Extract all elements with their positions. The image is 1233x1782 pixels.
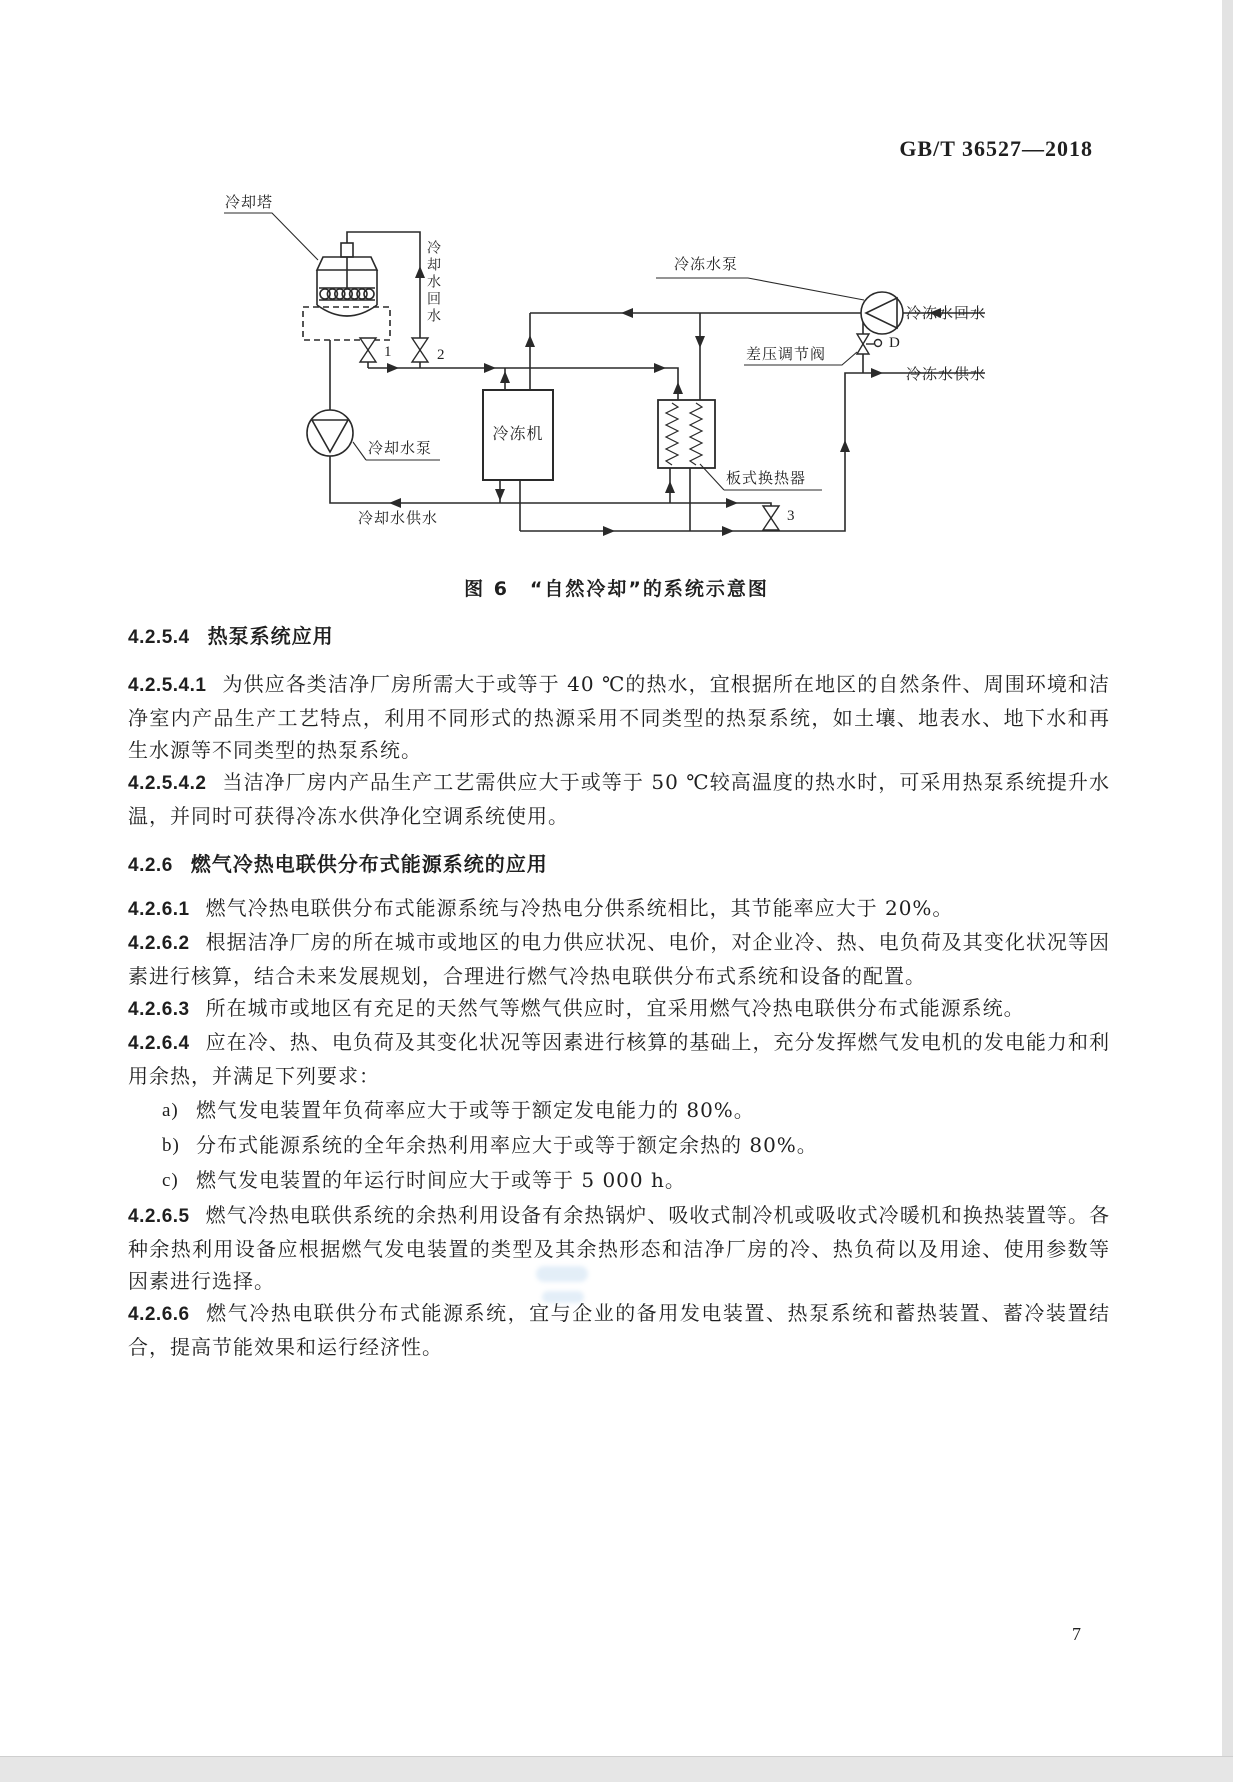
clause-number: 4.2.6.6 [128, 1304, 190, 1325]
clause-text: 燃气冷热电联供分布式能源系统与冷热电分供系统相比，其节能率应大于 20%。 [205, 896, 954, 920]
valve-d-handle-circle [875, 340, 882, 347]
chilled-water-pump-label: 冷冻水泵 [674, 255, 739, 273]
system-diagram [0, 0, 1233, 565]
requirement-list [128, 1093, 1110, 1198]
clause-4-2-6-2 [128, 926, 1110, 992]
clause-text: 燃气冷热电联供分布式能源系统，宜与企业的备用发电装置、热泵系统和蓄热装置、蓄冷装置结合，提高节能效果和运行经济性。 [128, 1301, 1110, 1359]
chilled-water-return-label: 冷冻水回水 [906, 304, 987, 322]
watermark-smudge [542, 1291, 584, 1303]
clause-4-2-6-6 [128, 1297, 1110, 1363]
list-text: 燃气发电装置的年运行时间应大于或等于 5 000 h。 [196, 1168, 686, 1192]
figure-6-diagram [0, 0, 1233, 565]
clause-text: 为供应各类洁净厂房所需大于或等于 40 ℃的热水，宜根据所在地区的自然条件、周围环境和洁净室内产品生产工艺特点，利用不同形式的热源采用不同类型的热泵系统，如土壤、地表水、地下水和再生水源等不同类型的热泵系统。 [128, 672, 1110, 762]
valve-d-letter: D [889, 335, 900, 351]
watermark-smudge [536, 1266, 588, 1282]
cooling-tower-label: 冷却塔 [225, 193, 274, 211]
figure-caption: 图 6 “自然冷却”的系统示意图 [464, 578, 769, 600]
clause-4-2-5-4-1 [128, 668, 1110, 766]
valve-1-number: 1 [384, 344, 392, 360]
list-item-a [128, 1093, 1110, 1128]
list-marker: c) [162, 1170, 179, 1191]
list-marker: a) [162, 1100, 179, 1121]
valve-1-symbol [360, 338, 376, 362]
clause-number: 4.2.6.2 [128, 933, 190, 954]
list-item-c [128, 1163, 1110, 1198]
clause-number: 4.2.6.1 [128, 899, 190, 920]
chilled-water-pump-symbol [861, 292, 903, 334]
heading-4-2-5-4 [128, 620, 1110, 654]
chilled-water-supply-label: 冷冻水供水 [906, 365, 987, 383]
plate-heat-exchanger-label: 板式换热器 [726, 469, 807, 487]
clause-text: 所在城市或地区有充足的天然气等燃气供应时，宜采用燃气冷热电联供分布式能源系统。 [205, 996, 1025, 1020]
valve-2-symbol [412, 338, 428, 362]
clause-number: 4.2.6.5 [128, 1206, 190, 1227]
heading-4-2-6 [128, 848, 1110, 882]
clause-4-2-6-3 [128, 992, 1110, 1026]
clause-text: 应在冷、热、电负荷及其变化状况等因素进行核算的基础上，充分发挥燃气发电机的发电能力和利用余热，并满足下列要求： [128, 1030, 1110, 1088]
clause-number: 4.2.5.4.1 [128, 675, 207, 696]
list-item-b [128, 1128, 1110, 1163]
clause-text: 当洁净厂房内产品生产工艺需供应大于或等于 50 ℃较高温度的热水时，可采用热泵系统提升水温，并同时可获得冷冻水供净化空调系统使用。 [128, 770, 1110, 828]
clause-text: 根据洁净厂房的所在城市或地区的电力供应状况、电价，对企业冷、热、电负荷及其变化状况等因素进行核算，结合未来发展规划，合理进行燃气冷热电联供分布式系统和设备的配置。 [128, 930, 1110, 988]
differential-pressure-valve-label: 差压调节阀 [746, 345, 827, 363]
flow-arrows [387, 266, 941, 536]
cooling-water-pump-label: 冷却水泵 [368, 439, 433, 457]
body-text [128, 610, 1110, 1363]
clause-number: 4.2.6.3 [128, 999, 190, 1020]
clause-4-2-6-4 [128, 1026, 1110, 1092]
clause-number: 4.2.5.4.2 [128, 773, 207, 794]
list-text: 分布式能源系统的全年余热利用率应大于或等于额定余热的 80%。 [196, 1133, 818, 1157]
valve-2-number: 2 [437, 347, 445, 363]
list-marker: b) [162, 1135, 180, 1156]
standard-code: GB/T 36527—2018 [899, 136, 1093, 161]
clause-4-2-5-4-2 [128, 766, 1110, 832]
valve-3-number: 3 [787, 508, 795, 524]
cooling-water-return-label: 冷却水回水 [425, 240, 441, 325]
list-text: 燃气发电装置年负荷率应大于或等于额定发电能力的 80%。 [196, 1098, 755, 1122]
cooling-water-pump-symbol [307, 410, 353, 456]
clause-4-2-6-5 [128, 1199, 1110, 1297]
clause-number: 4.2.6.4 [128, 1033, 190, 1054]
heading-title: 热泵系统应用 [207, 624, 334, 648]
chiller-label: 冷冻机 [492, 424, 544, 443]
scan-edge-bottom [0, 1756, 1233, 1782]
scan-edge-right [1222, 0, 1233, 1782]
valve-3-symbol [763, 506, 779, 530]
plate-heat-exchanger-symbol [658, 400, 715, 468]
heading-number: 4.2.6 [128, 855, 173, 876]
heading-number: 4.2.5.4 [128, 627, 190, 648]
clause-text: 燃气冷热电联供系统的余热利用设备有余热锅炉、吸收式制冷机或吸收式冷暖机和换热装置等。各种余热利用设备应根据燃气发电装置的类型及其余热形态和洁净厂房的冷、热负荷以及用途、使用参数等因素进行选择。 [128, 1203, 1110, 1293]
clause-4-2-6-1 [128, 892, 1110, 926]
heading-title: 燃气冷热电联供分布式能源系统的应用 [190, 852, 548, 876]
cooling-water-supply-label: 冷却水供水 [358, 509, 439, 527]
page-number: 7 [1072, 1624, 1081, 1644]
